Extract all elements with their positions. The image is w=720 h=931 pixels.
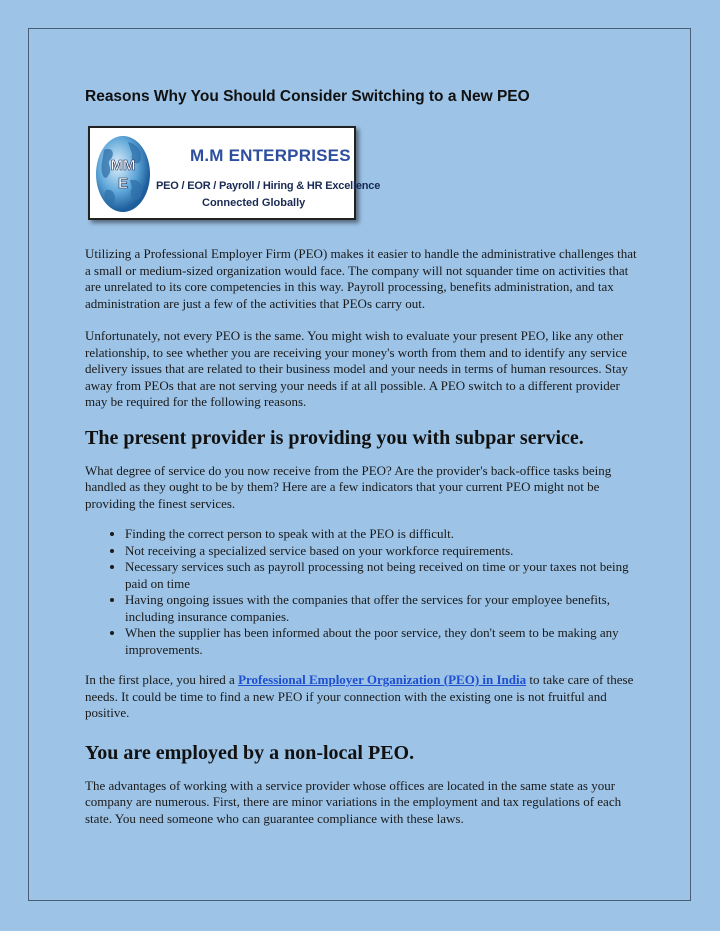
document-title: Reasons Why You Should Consider Switching to a New PEO xyxy=(85,88,530,105)
company-logo xyxy=(88,126,381,220)
list-item: • Necessary services such as payroll processing not being received on time or your taxes not being paid on time xyxy=(125,559,640,592)
closing-text-before: In the first place, you hired a xyxy=(85,672,239,687)
svg-text:MM: MM xyxy=(110,157,136,174)
globe-icon xyxy=(94,132,152,216)
second-paragraph: Unfortunately, not every PEO is the same. You might wish to evaluate your present PEO, like any other relationship, to see whether you are receiving your money's worth from them and to identify any service delivery issues that are related to their business model and your needs in terms of human resources. Stay away from PEOs that are not serving your needs if at all possible. A PEO switch to a different provider may be required for the following reasons. xyxy=(85,328,628,409)
list-item: • When the supplier has been informed about the poor service, they don't seem to be making any improvements. xyxy=(125,625,640,658)
section1-lead: What degree of service do you now receive from the PEO? Are the provider's back-office tasks being handled as they ought to be by them? Here are a few indicators that your current PEO might not be providing the finest services. xyxy=(85,462,612,511)
document-content xyxy=(85,88,640,827)
list-item: • Finding the correct person to speak with at the PEO is difficult. xyxy=(125,526,640,543)
list-item: • Having ongoing issues with the companies that offer the services for your employee benefits, including insurance companies. xyxy=(125,592,640,625)
logo-brand-name: M.M ENTERPRISES xyxy=(190,146,351,165)
section2-body: The advantages of working with a service provider whose offices are located in the same state as your company are numerous. First, there are minor variations in the employment and tax regulations of each state. You need someone who can guarantee compliance with these laws. xyxy=(85,777,622,826)
logo-tagline: PEO / EOR / Payroll / Hiring & HR Excellence xyxy=(156,180,381,192)
logo-subtagline: Connected Globally xyxy=(202,197,306,209)
section1-heading: The present provider is providing you with subpar service. xyxy=(85,426,584,449)
closing-text-after: to take care of these needs. It could be time to find a new PEO if your connection with the existing one is not fruitful and positive. xyxy=(85,672,634,720)
section1-closing xyxy=(85,672,640,722)
section2-heading: You are employed by a non-local PEO. xyxy=(85,741,415,764)
intro-paragraph: Utilizing a Professional Employer Firm (PEO) makes it easier to handle the administrative challenges that a small or medium-sized organization would face. The company will not squander time on activities that are unrelated to its core competencies in this way. Payroll processing, benefits administration, and tax administration are just a few of the activities that PEOs carry out. xyxy=(85,246,637,311)
list-item: • Not receiving a specialized service based on your workforce requirements. xyxy=(125,543,640,560)
indicator-list xyxy=(85,526,640,658)
peo-india-link[interactable]: Professional Employer Organization (PEO) in India xyxy=(238,672,527,687)
svg-text:E: E xyxy=(117,175,129,192)
